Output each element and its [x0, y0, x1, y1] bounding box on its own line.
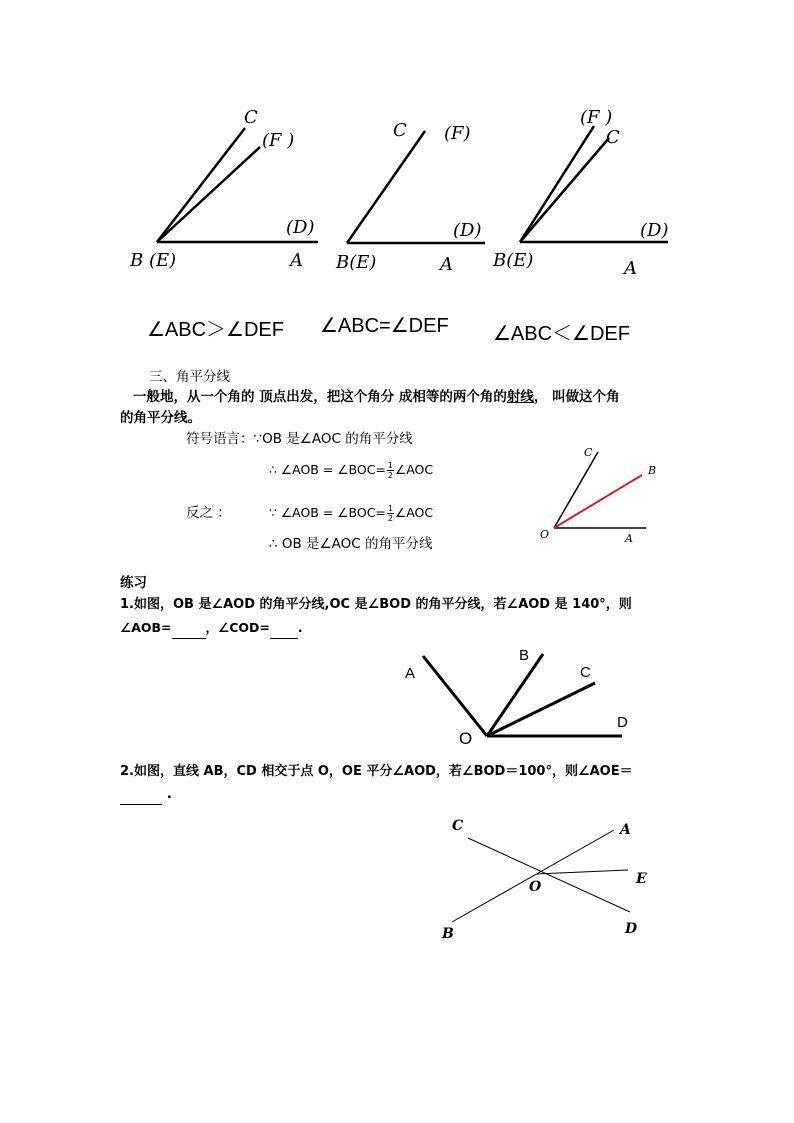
comparison-less: ∠ABC＜∠DEF — [493, 323, 630, 345]
bisector-label-C: C — [584, 446, 593, 459]
underlined-term: 射线 — [506, 389, 534, 405]
symbol-label: 符号语言： — [186, 431, 254, 447]
fig1-label-C: C — [244, 107, 258, 128]
q1-label-C: C — [580, 664, 591, 681]
section-title: 三、角平分线 — [149, 369, 230, 385]
fig1-label-A: A — [290, 250, 303, 271]
q2-label-O: O — [529, 879, 542, 895]
fig3-label-D: (D) — [640, 220, 669, 241]
question-1-line-1: 1.如图，OB 是∠AOD 的角平分线,OC 是∠BOD 的角平分线，若∠AOD 是 140°，则 — [120, 597, 632, 612]
fig3-label-B: B(E) — [493, 250, 534, 271]
q2-label-E: E — [636, 871, 647, 887]
comparison-equal: ∠ABC=∠DEF — [320, 315, 449, 337]
bisector-label-A: A — [625, 532, 633, 545]
converse-statement: ∵ ∠AOB = ∠BOC= $\frac{1}{2}$ ∠AOC — [269, 504, 434, 523]
q2-label-B: B — [442, 926, 454, 940]
fraction-half: $\frac{1}{2}$ — [387, 461, 393, 480]
answer-blank-cod[interactable] — [270, 618, 298, 639]
fig3-label-A: A — [624, 258, 637, 279]
fig2-label-C: C — [393, 120, 407, 141]
fig1-label-F: (F ) — [262, 130, 295, 151]
fig1-label-D: (D) — [286, 217, 315, 238]
converse-label: 反之 ： — [186, 505, 231, 521]
fig2-label-D: (D) — [453, 220, 482, 241]
bisector-label-O: O — [540, 528, 550, 541]
symbol-language — [186, 429, 413, 449]
q2-label-D: D — [625, 921, 638, 937]
q1-label-O: O — [459, 729, 473, 748]
fig2-label-A: A — [440, 254, 453, 275]
q1-label-B: B — [519, 647, 530, 664]
practice-heading: 练习 — [120, 575, 147, 591]
question-2-figure — [430, 810, 660, 940]
bisector-figure — [530, 440, 670, 550]
question-2-line-2: . — [120, 784, 172, 805]
bisector-label-B: B — [648, 464, 657, 477]
definition-line-2: 的角平分线。 — [120, 410, 201, 426]
question-1-line-2: ∠AOB= ，∠COD= . — [120, 618, 303, 639]
q2-label-A: A — [620, 822, 631, 838]
fig3-label-C: C — [606, 127, 620, 148]
answer-blank-aob[interactable] — [172, 618, 206, 639]
symbol-statement: ∵OB 是∠AOC 的角平分线 — [253, 431, 413, 447]
fraction-half-converse: $\frac{1}{2}$ — [387, 504, 393, 523]
fig3-label-F: (F ) — [580, 107, 613, 128]
angle-comparison-figures — [0, 0, 794, 300]
q1-label-A: A — [405, 665, 416, 682]
converse-conclusion: ∴ OB 是∠AOC 的角平分线 — [269, 536, 433, 552]
bisector-ray — [554, 475, 642, 528]
fig2-label-F: (F) — [444, 123, 471, 144]
question-1-figure — [395, 640, 645, 750]
definition-line-1: 一般地，从一个角的 顶点出发，把这个角分 成相等的两个角的射线， 叫做这个角 — [133, 389, 620, 405]
q1-label-D: D — [617, 714, 628, 731]
q2-label-C: C — [452, 818, 464, 834]
therefore-statement: ∴ ∠AOB = ∠BOC= $\frac{1}{2}$ ∠AOC — [269, 461, 434, 480]
comparison-greater: ∠ABC＞∠DEF — [147, 319, 284, 341]
answer-blank-aoe[interactable] — [120, 784, 162, 805]
fig1-label-B: B (E) — [130, 250, 177, 271]
fig2-label-B: B(E) — [336, 252, 377, 273]
question-2-line-1: 2.如图，直线 AB，CD 相交于点 O，OE 平分∠AOD，若∠BOD＝100°，则∠AOE＝ — [120, 764, 633, 779]
